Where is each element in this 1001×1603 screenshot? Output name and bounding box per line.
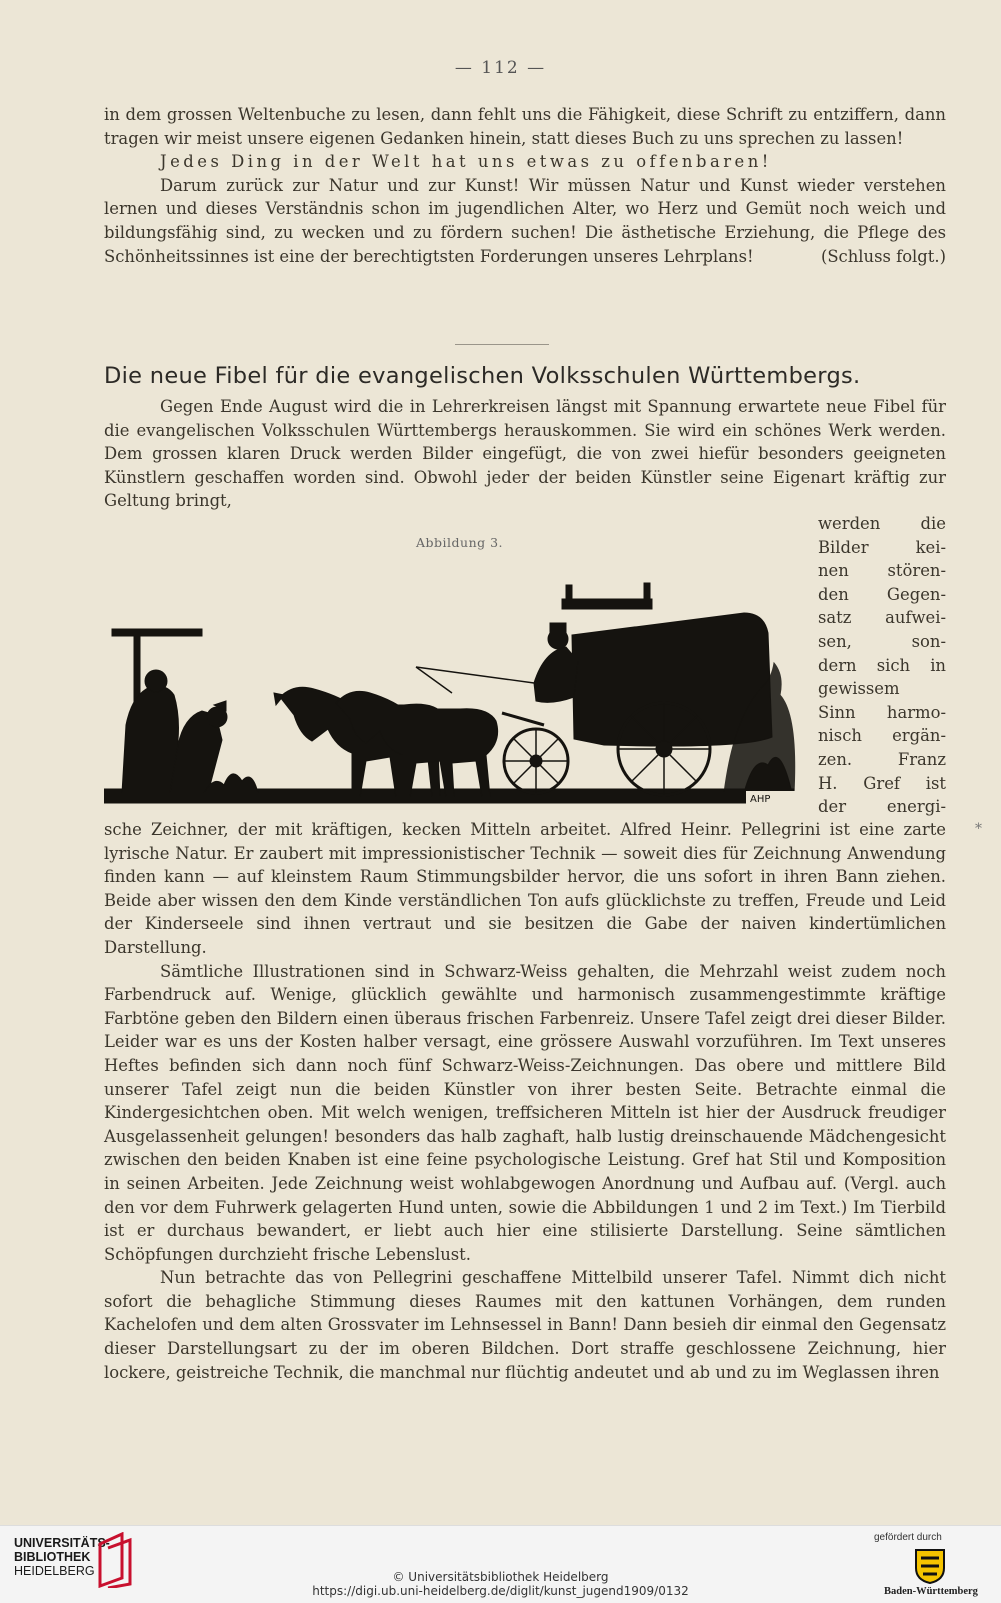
side-line: nen stören- — [818, 561, 946, 581]
side-line: der energi- — [818, 797, 946, 817]
side-line: satz aufwei- — [818, 608, 946, 628]
library-line: HEIDELBERG — [14, 1564, 95, 1578]
side-line: werden die — [818, 514, 946, 533]
library-line: UNIVERSITÄTS- — [14, 1536, 110, 1550]
side-line: sen, son- — [818, 631, 946, 651]
figure-caption: Abbildung 3. — [416, 535, 504, 550]
paragraph: Sämtliche Illustrationen sind in Schwarz-Weiss gehalten, die Mehrzahl weist zudem noch Farbendruck auf. Wenige, glücklich gewählte und harmonisch zusammengestimmte kräftige Farbtöne geben den Bildern einen überaus frischen Farbenreiz. Unsere Tafel zeigt drei dieser Bilder. Leider war es uns der Kosten halber versagt, eine grössere Auswahl vorzuführen. Im Text unseres Heftes befinden sich dann noch fünf Schwarz-Weiss-Zeichnungen. Das obere und mittlere Bild unserer Tafel zeigt nun die beiden Künstler von ihrer besten Seite. Betrachte einmal die Kindergesichtchen oben. Mit welch wenigen, treffsicheren Mitteln ist hier der Ausdruck freudiger Ausgelassenheit gelungen! besonders das halb zaghaft, halb lustig dreinschauende Mädchengesicht zwischen den beiden Knaben ist eine feine psychologische Leistung. Gref hat Stil und Komposition in seinen Arbeiten. Jede Zeichnung weist wohlabgewogen Anordnung und Aufbau auf. (Vergl. auch den vor dem Fuhrwerk gelagerten Hund unten, sowie die Abbildungen 1 und 2 im Text.) Im Tierbild ist er durchaus bewandert, er liebt auch hier eine stilisierte Darstellung. Seine sämtlichen Schöpfungen durchzieht frische Lebenslust. — [104, 961, 946, 1264]
stagecoach-silhouette — [104, 565, 804, 807]
side-line: den Gegen- — [818, 584, 946, 604]
footer — [0, 1525, 1001, 1603]
paragraph — [104, 174, 946, 268]
paragraph: sche Zeichner, der mit kräftigen, kecken Mitteln arbeitet. Alfred Heinr. Pellegrini ist eine zarte lyrische Natur. Er zaubert mit impressionistischer Technik — soweit dies für Zeichnung Anwendung finden kann — auf kleinstem Raum Stimmungsbilder hervor, die uns sofort in ihren Bann ziehen. Beide aber wissen den dem Kinde verständlichen Ton aufs glücklichste zu treffen, Freude und Leid der Kinderseele sind ihnen vertraut und sie besitzen die Gabe der naiven kindertümlichen Darstellung. — [104, 820, 946, 957]
paragraph: in dem grossen Weltenbuche zu lesen, dann fehlt uns die Fähigkeit, diese Schrift zu entziffern, dann tragen wir meist unsere eigenen Gedanken hinein, statt dieses Buch zu uns sprechen zu lassen! — [104, 105, 946, 148]
paragraph: Nun betrachte das von Pellegrini geschaffene Mittelbild unserer Tafel. Nimmt dich nicht sofort die behagliche Stimmung dieses Raumes mit den kattunen Vorhängen, dem runden Kachelofen und dem alten Grossvater im Lehnsessel in Bann! Dann besieh dir einmal den Gegensatz dieser Darstellungsart zu der im oberen Bildchen. Dort straffe geschlossene Zeichnung, hier lockere, geistreiche Technik, die manchmal nur flüchtig andeutet und ab und zu im Weglassen ihren — [104, 1268, 946, 1382]
funded-label: gefördert durch — [874, 1532, 942, 1543]
previous-article-ending — [104, 103, 946, 268]
section-separator — [455, 344, 549, 345]
side-column-text — [818, 512, 946, 819]
side-line: Sinn harmo- — [818, 702, 946, 722]
side-line: gewissem — [818, 679, 900, 699]
baden-wuerttemberg-emblem-icon — [912, 1546, 948, 1584]
continued-note: (Schluss folgt.) — [820, 246, 946, 266]
article-title: Die neue Fibel für die evangelischen Volksschulen Württembergs. — [104, 363, 861, 389]
margin-mark: * — [975, 821, 982, 837]
paragraph-text: Darum zurück zur Natur und zur Kunst! Wir müssen Natur und Kunst wieder verstehen lernen und dieses Verständnis schon im jugendlichen Alter, wo Herz und Gemüt noch weich und bildungsfähig sind, zu wecken und zu fördern suchen! Die ästhetische Erziehung, die Pflege des Schönheitssinnes ist eine der berechtigtsten Forderungen unseres Lehrplans! — [104, 175, 946, 266]
paragraph: Gegen Ende August wird die in Lehrerkreisen längst mit Spannung erwartete neue Fibel für die evangelischen Volksschulen Württembergs herauskommen. Sie wird ein schönes Werk werden. Dem grossen klaren Druck werden Bilder eingefügt, die von zwei hiefür besonders geeigneten Künstlern geschaffen worden sind. Obwohl jeder der beiden Künstler seine Eigenart kräftig zur Geltung bringt, — [104, 397, 946, 511]
side-line: dern sich in — [818, 655, 946, 675]
copyright-block — [0, 1570, 1001, 1598]
side-line: zen. Franz — [818, 749, 946, 769]
side-line: H. Gref ist — [818, 773, 946, 793]
article-body — [104, 818, 946, 1384]
emphasis-line: Jedes Ding in der Welt hat uns etwas zu offenbaren! — [160, 152, 772, 172]
copyright-text: © Universitätsbibliothek Heidelberg — [392, 1570, 609, 1584]
library-line: BIBLIOTHEK — [14, 1550, 91, 1564]
source-url[interactable]: https://digi.ub.uni-heidelberg.de/diglit/kunst_jugend1909/0132 — [312, 1584, 689, 1598]
page-number: — 112 — — [454, 58, 547, 78]
side-line: Bilder kei- — [818, 537, 946, 557]
side-line: nisch ergän- — [818, 726, 946, 746]
figure — [104, 535, 816, 807]
funder-name: Baden-Württemberg — [884, 1586, 978, 1597]
article-intro — [104, 395, 946, 513]
figure-signature: AHP — [750, 794, 771, 805]
